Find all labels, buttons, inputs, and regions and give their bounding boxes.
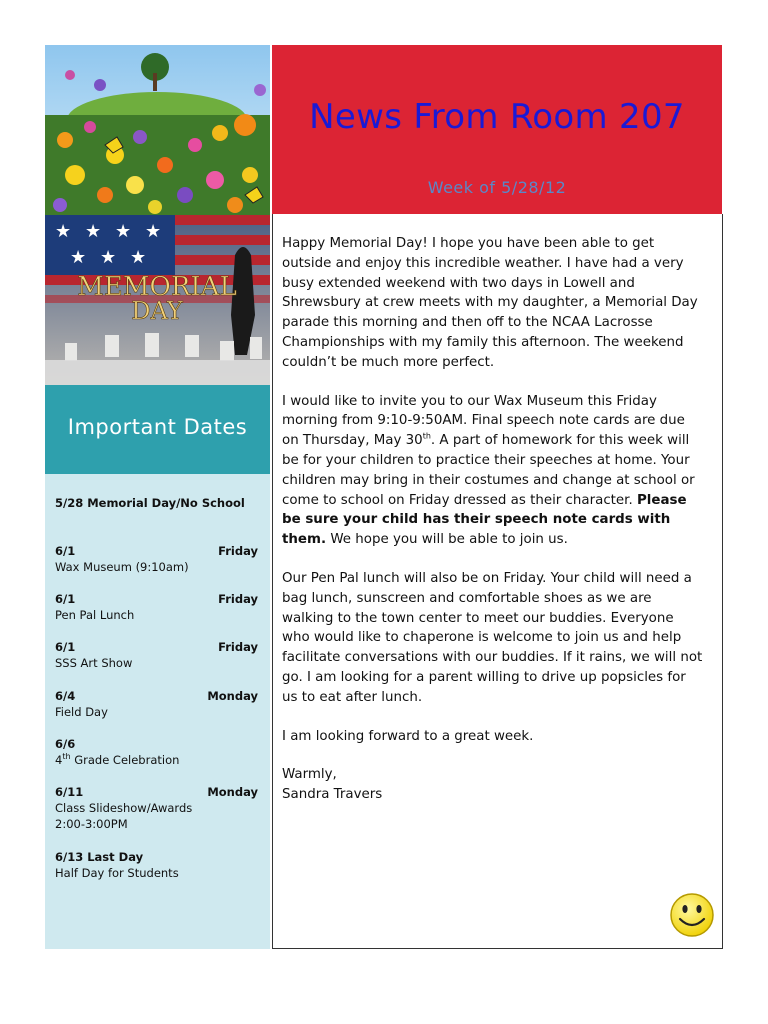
date-detail: SSS Art Show: [55, 656, 133, 670]
letter-body: [272, 214, 723, 949]
paragraph-closing-line: I am looking forward to a great week.: [282, 728, 534, 744]
date-entry: [55, 688, 258, 720]
date-weekday: Monday: [207, 785, 258, 799]
date-detail: Pen Pal Lunch: [55, 608, 135, 622]
date-label: 6/1: [55, 640, 76, 654]
svg-text:★: ★: [115, 221, 132, 242]
date-weekday: Friday: [218, 640, 258, 654]
newsletter-title: News From Room 207: [309, 97, 685, 137]
date-label: 6/1: [55, 544, 76, 558]
wax-museum-closing: We hope you will be able to join us.: [326, 532, 568, 548]
date-label: 6/4: [55, 689, 76, 703]
date-label: 6/6: [55, 737, 76, 751]
svg-text:★: ★: [85, 221, 102, 242]
svg-text:★: ★: [55, 221, 72, 242]
date-label: 5/28 Memorial Day/No School: [55, 496, 245, 510]
wildflowers-image: [45, 45, 270, 215]
wax-museum-text-cont: . A part of homework for this week will be for your children to practice their speeches at home. Your children may bring in their costumes and change at school or come to school on Friday dressed as their character.: [282, 433, 695, 508]
svg-text:★: ★: [130, 247, 147, 268]
svg-text:★: ★: [70, 247, 87, 268]
important-dates-title: Important Dates: [67, 415, 248, 439]
signature: Sandra Travers: [282, 787, 383, 803]
paragraph-greeting: Happy Memorial Day! I hope you have been able to get outside and enjoy this incredible weather. I have had a very busy extended weekend with two days in Lowell and Shrewsbury at crew meets with my daughter, a Memorial Day parade this morning and then off to the NCAA Lacrosse Championships with my family this afternoon. The weekend couldn’t be much more perfect.: [282, 236, 698, 370]
paragraph-pen-pal: Our Pen Pal lunch will also be on Friday. Your child will need a bag lunch, sunscreen and comfortable shoes as we are walking to the town center to meet our buddies. Everyone who would like to chaperone is welcome to join us and help facilitate conversations with our buddies. If it rains, we will not go. I am looking for a parent willing to drive up popsicles for us to eat after lunch.: [282, 570, 703, 705]
date-detail-time: 2:00-3:00PM: [55, 817, 128, 831]
grade-number: 4th: [55, 752, 71, 767]
date-detail: Half Day for Students: [55, 866, 179, 880]
date-entry: [55, 849, 255, 881]
memorial-day-image: [45, 215, 270, 385]
memorial-title-line1: MEMORIAL: [77, 272, 237, 302]
date-detail: Class Slideshow/Awards: [55, 801, 193, 815]
smiley-face-icon: [668, 891, 716, 939]
date-detail: Field Day: [55, 705, 108, 719]
date-weekday: Friday: [218, 544, 258, 558]
date-label: 6/13 Last Day: [55, 850, 144, 864]
date-entry: [55, 543, 258, 575]
date-detail: 4th Grade Celebration: [55, 752, 180, 767]
date-entry: [55, 736, 255, 768]
important-dates-header: [45, 385, 270, 474]
ordinal-suffix: th: [422, 431, 431, 441]
date-entry: [55, 784, 258, 832]
paragraph-wax-museum: [282, 392, 704, 550]
date-entry: [55, 639, 258, 671]
date-detail: Wax Museum (9:10am): [55, 560, 189, 574]
closing: Warmly,: [282, 767, 337, 783]
note-cards-reminder: Please be sure your child has their speech note cards with them.: [282, 492, 687, 548]
date-weekday: Friday: [218, 592, 258, 606]
wax-museum-text: I would like to invite you to our Wax Museum this Friday morning from 9:10-9:50AM. Final speech note cards are due on Thursday, May 30: [282, 393, 685, 449]
date-label: 6/1: [55, 592, 76, 606]
svg-text:★: ★: [145, 221, 162, 242]
week-label: Week of 5/28/12: [427, 178, 567, 197]
date-weekday: Monday: [207, 689, 258, 703]
svg-text:★: ★: [100, 247, 117, 268]
date-label: 6/11: [55, 785, 84, 799]
date-entry: [55, 495, 255, 511]
date-entry: [55, 591, 258, 623]
important-dates-list: [45, 474, 270, 949]
memorial-title-line2: DAY: [131, 297, 183, 325]
